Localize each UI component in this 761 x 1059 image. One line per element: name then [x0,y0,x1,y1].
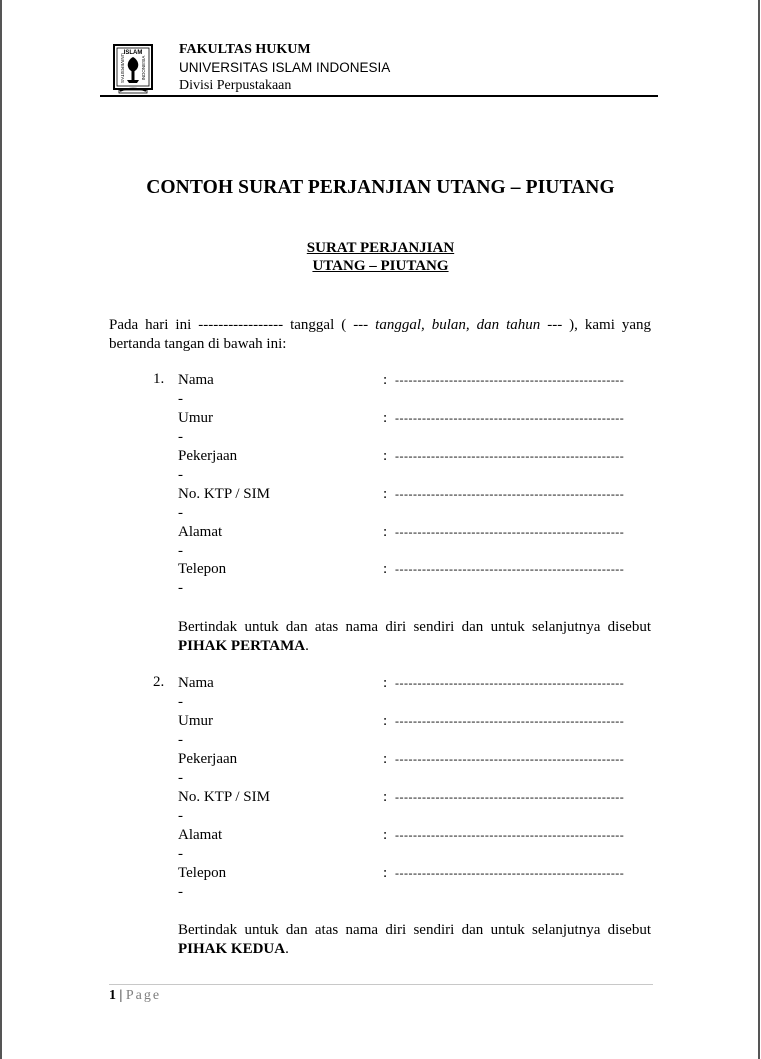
faculty-name: FAKULTAS HUKUM [179,42,311,57]
field-blank-line: --------------------------------------------------- [395,866,625,880]
intro-date-placeholder: tanggal, bulan, dan tahun [375,317,541,333]
field-label: Alamat [178,524,223,540]
field-dash: - [178,846,183,862]
page-word: Page [125,988,162,1003]
field-blank-line: --------------------------------------------------- [395,411,625,425]
field-label: Telepon [178,865,227,881]
field-dash: - [178,884,183,900]
field-dash: - [178,808,183,824]
field-label: Nama [178,675,214,691]
field-blank-line: --------------------------------------------------- [395,714,625,728]
field-label: No. KTP / SIM [178,486,270,502]
field-blank-line: --------------------------------------------------- [395,562,625,576]
letter-title-line-2: UTANG – PIUTANG [312,258,449,274]
field-colon: : [383,713,388,729]
field-label: Umur [178,713,213,729]
field-colon: : [383,827,388,843]
party-role: PIHAK PERTAMA [178,638,306,654]
field-label: No. KTP / SIM [178,789,270,805]
field-blank-line: --------------------------------------------------- [395,676,625,690]
field-label: Pekerjaan [178,448,238,464]
field-colon: : [383,675,388,691]
acting-period: . [305,638,309,654]
field-blank-line: --------------------------------------------------- [395,790,625,804]
party-1-field-telepon [178,560,651,598]
field-blank-line: --------------------------------------------------- [395,752,625,766]
field-dash: - [178,429,183,445]
header-divider [100,95,658,97]
page-number: 1 [109,988,116,1003]
field-colon: : [383,410,388,426]
party-2-field-nama [178,674,651,712]
party-2-acting-statement [178,921,651,959]
party-2-field-alamat [178,826,651,864]
letterhead [100,40,658,96]
intro-paragraph [109,316,651,354]
acting-text: Bertindak untuk dan atas nama diri sendiri dan untuk selanjutnya disebut [178,922,651,938]
page-border-right [758,0,760,1059]
field-colon: : [383,372,388,388]
field-label: Alamat [178,827,223,843]
field-label: Pekerjaan [178,751,238,767]
party-1-field-pekerjaan [178,447,651,485]
party-2-field-telepon [178,864,651,902]
logo-text-top: ISLAM [123,50,143,56]
field-colon: : [383,789,388,805]
field-dash: - [178,467,183,483]
logo-text-left: UNIVERSITAS [120,53,125,83]
field-dash: - [178,505,183,521]
field-dash: - [178,732,183,748]
party-2-field-pekerjaan [178,750,651,788]
field-dash: - [178,391,183,407]
field-colon: : [383,524,388,540]
letter-title [0,239,761,275]
field-blank-line: --------------------------------------------------- [395,828,625,842]
field-colon: : [383,486,388,502]
document-title: CONTOH SURAT PERJANJIAN UTANG – PIUTANG [146,177,615,198]
field-colon: : [383,448,388,464]
intro-text-end: --- ), kami yang bertanda tangan di bawah ini: [109,317,651,352]
party-2-number: 2. [153,674,165,690]
field-blank-line: --------------------------------------------------- [395,525,625,539]
party-1-field-alamat [178,523,651,561]
field-colon: : [383,561,388,577]
letterhead-text [179,41,390,95]
party-1-field-ktp [178,485,651,523]
field-dash: - [178,580,183,596]
intro-text-start: Pada hari ini ----------------- tanggal ( --- [109,317,376,333]
party-2-field-umur [178,712,651,750]
field-dash: - [178,694,183,710]
party-1-field-umur [178,409,651,447]
field-dash: - [178,770,183,786]
page-border-left [0,0,2,1059]
page-footer [109,988,161,1004]
division-name: Divisi Perpustakaan [179,78,292,93]
field-label: Umur [178,410,213,426]
field-colon: : [383,751,388,767]
page-separator: | [116,988,126,1003]
field-colon: : [383,865,388,881]
field-blank-line: --------------------------------------------------- [395,449,625,463]
logo-text-right: INDONESIA [141,55,146,81]
footer-divider [109,984,653,985]
party-1-number: 1. [153,371,165,387]
university-name: UNIVERSITAS ISLAM INDONESIA [179,60,391,75]
party-role: PIHAK KEDUA [178,941,286,957]
field-blank-line: --------------------------------------------------- [395,487,625,501]
acting-period: . [285,941,289,957]
acting-text: Bertindak untuk dan atas nama diri sendiri dan untuk selanjutnya disebut [178,619,651,635]
field-dash: - [178,543,183,559]
university-logo-icon [111,42,155,94]
party-1-acting-statement [178,618,651,656]
party-1-field-nama [178,371,651,409]
field-label: Nama [178,372,214,388]
party-2-field-ktp [178,788,651,826]
field-blank-line: --------------------------------------------------- [395,373,625,387]
field-label: Telepon [178,561,227,577]
letter-title-line-1: SURAT PERJANJIAN [306,240,455,256]
